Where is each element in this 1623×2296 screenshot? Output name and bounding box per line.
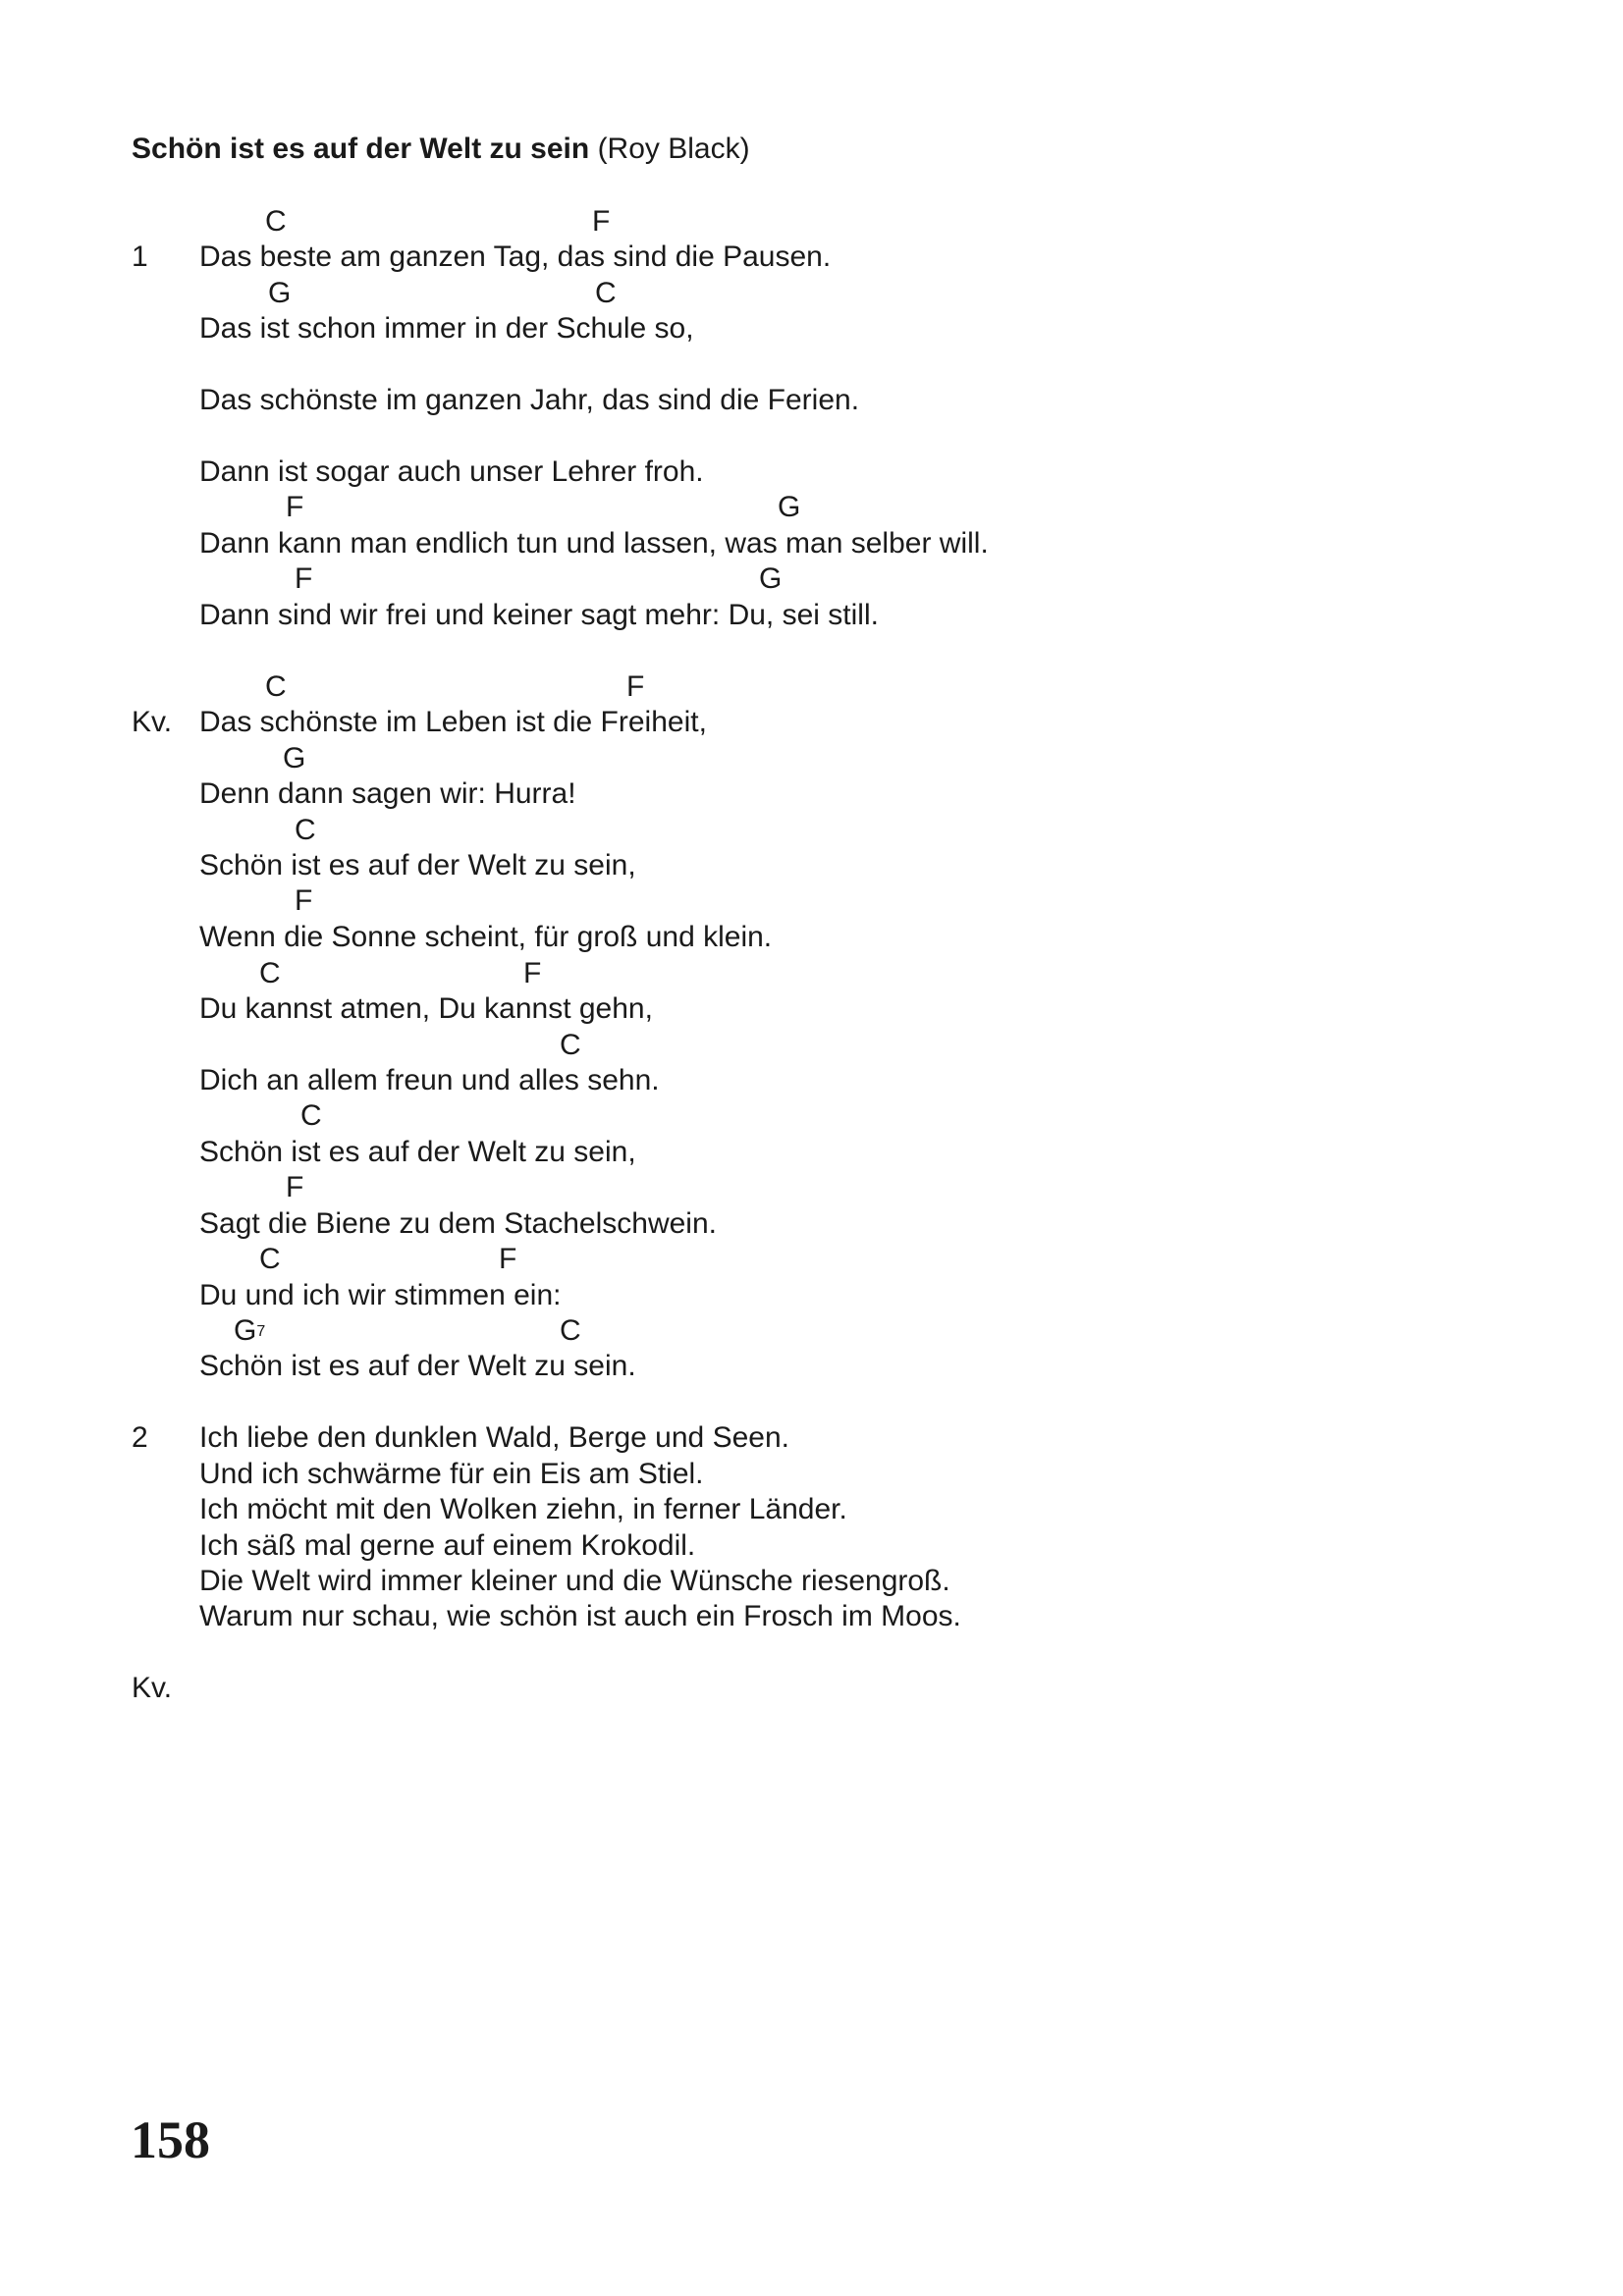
chord: G xyxy=(283,742,306,774)
lyric-line: Dich an allem freun und alles sehn. xyxy=(199,1064,660,1096)
lyric-line: Dann ist sogar auch unser Lehrer froh. xyxy=(199,455,704,488)
lyric-line: Dann sind wir frei und keiner sagt mehr: Du, sei still. xyxy=(199,599,879,631)
verse-label: 2 xyxy=(132,1421,148,1454)
lyric-line: Ich möcht mit den Wolken ziehn, in ferner Länder. xyxy=(199,1493,847,1525)
chord: F xyxy=(295,562,313,595)
lyric-line: Warum nur schau, wie schön ist auch ein Frosch im Moos. xyxy=(199,1600,961,1632)
chord: F xyxy=(499,1243,517,1275)
page-number: 158 xyxy=(131,2110,210,2169)
chord: C xyxy=(259,1243,281,1275)
lyric-line: Und ich schwärme für ein Eis am Stiel. xyxy=(199,1458,704,1490)
lyric-line: Denn dann sagen wir: Hurra! xyxy=(199,777,576,810)
chord-extension: 7 xyxy=(256,1323,266,1340)
chord: G xyxy=(268,277,292,309)
lyric-line: Wenn die Sonne scheint, für groß und klein. xyxy=(199,921,773,953)
chord: F xyxy=(295,884,313,917)
chord: C xyxy=(259,957,281,989)
lyric-line: Sagt die Biene zu dem Stachelschwein. xyxy=(199,1207,717,1240)
chord: C xyxy=(560,1029,581,1061)
lyric-line: Ich säß mal gerne auf einem Krokodil. xyxy=(199,1529,696,1562)
chord: C xyxy=(265,205,287,238)
lyric-line: Das beste am ganzen Tag, das sind die Pausen. xyxy=(199,240,832,273)
lyric-line: Du kannst atmen, Du kannst gehn, xyxy=(199,992,653,1025)
lyric-line: Das ist schon immer in der Schule so, xyxy=(199,312,694,345)
chord-root: G xyxy=(234,1314,257,1347)
lyric-line: Schön ist es auf der Welt zu sein, xyxy=(199,849,636,881)
lyric-line: Dann kann man endlich tun und lassen, was man selber will. xyxy=(199,527,989,560)
chord: F xyxy=(286,491,304,523)
song-title-name: Schön ist es auf der Welt zu sein xyxy=(132,133,590,165)
chord: C xyxy=(265,670,287,703)
chord xyxy=(234,1313,265,1354)
lyric-line: Schön ist es auf der Welt zu sein, xyxy=(199,1136,636,1168)
song-title xyxy=(132,132,750,167)
lyric-line: Die Welt wird immer kleiner und die Wünsche riesengroß. xyxy=(199,1565,950,1597)
chord: F xyxy=(286,1171,304,1203)
chord: F xyxy=(626,670,645,703)
lyric-line: Das schönste im ganzen Jahr, das sind die Ferien. xyxy=(199,384,860,416)
chord: C xyxy=(595,277,617,309)
chorus-label: Kv. xyxy=(132,706,173,738)
lyric-line: Ich liebe den dunklen Wald, Berge und Seen. xyxy=(199,1421,789,1454)
chorus-repeat-label: Kv. xyxy=(132,1672,173,1704)
verse-label: 1 xyxy=(132,240,148,273)
lyric-line: Schön ist es auf der Welt zu sein. xyxy=(199,1350,636,1382)
lyric-line: Das schönste im Leben ist die Freiheit, xyxy=(199,706,707,738)
lyric-line: Du und ich wir stimmen ein: xyxy=(199,1279,562,1311)
chord: F xyxy=(523,957,542,989)
chord: G xyxy=(759,562,783,595)
song-artist: (Roy Black) xyxy=(597,133,750,165)
chord: F xyxy=(592,205,611,238)
chord: G xyxy=(778,491,801,523)
chord: C xyxy=(560,1314,581,1347)
chord: C xyxy=(300,1099,322,1132)
chord: C xyxy=(295,814,316,846)
